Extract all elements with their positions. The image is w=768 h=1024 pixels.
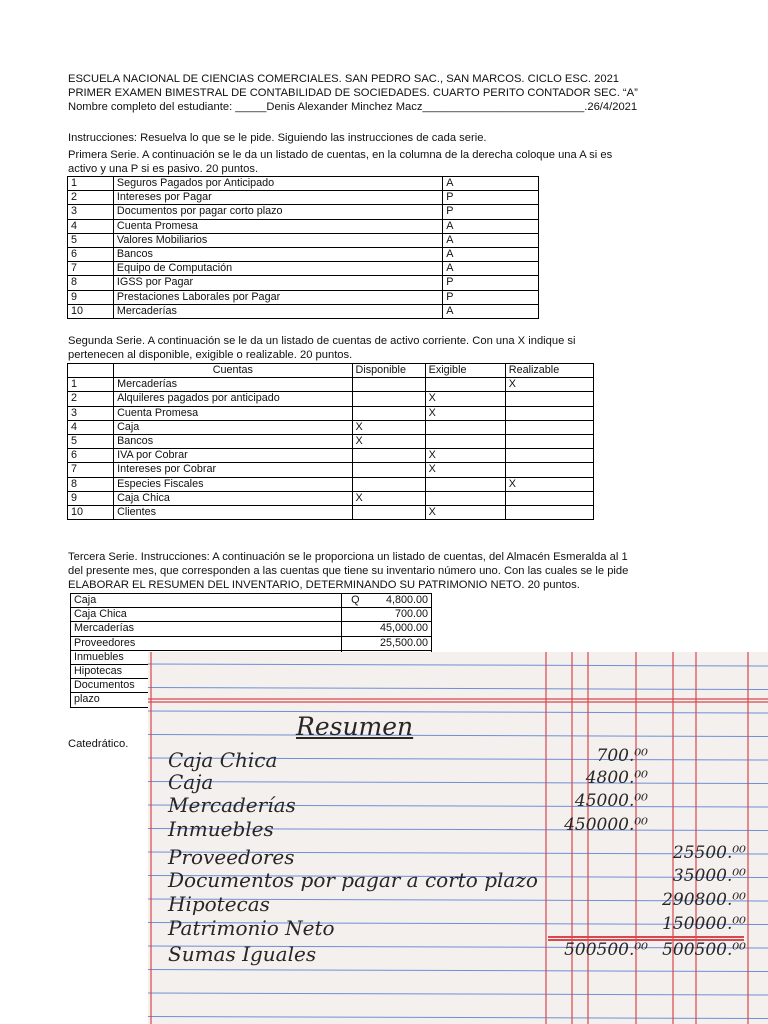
- row-number: 7: [68, 262, 114, 276]
- disponible-mark: X: [352, 434, 425, 448]
- handwritten-debit: 45000.⁰⁰: [574, 791, 648, 811]
- handwritten-account: Inmuebles: [168, 817, 274, 841]
- serie3-row: [71, 636, 432, 650]
- disponible-mark: [352, 477, 425, 491]
- notebook-blue-rule: [148, 711, 768, 713]
- serie1-row: [68, 219, 539, 233]
- notebook-blue-rule: [148, 1017, 768, 1019]
- account-name: Mercaderías: [71, 622, 342, 636]
- handwritten-credit: 35000.⁰⁰: [672, 866, 746, 886]
- handwritten-debit: 4800.⁰⁰: [585, 768, 648, 788]
- handwritten-title: Resumen: [296, 712, 414, 741]
- serie2-row: [68, 491, 594, 505]
- serie1-table: [67, 176, 539, 319]
- account-name: IGSS por Pagar: [113, 276, 442, 290]
- row-number: 8: [68, 276, 114, 290]
- row-number: 10: [68, 505, 114, 519]
- serie2-row: [68, 420, 594, 434]
- serie2-row: [68, 434, 594, 448]
- account-name: Mercaderías: [113, 304, 442, 318]
- general-instructions: Instrucciones: Resuelva lo que se le pide. Siguiendo las instrucciones de cada serie.: [68, 132, 487, 144]
- account-name: Caja Chica: [71, 608, 342, 622]
- serie2-row: [68, 449, 594, 463]
- notebook-blue-rule: [148, 993, 768, 995]
- account-name: Proveedores: [71, 636, 342, 650]
- serie3-intro-2: del presente mes, que corresponden a las cuentas que tiene su inventario número uno. Con las cuales se le pide: [68, 565, 629, 577]
- row-number: 10: [68, 304, 114, 318]
- amount: 4,800.00: [385, 594, 428, 606]
- row-number: 4: [68, 219, 114, 233]
- serie1-intro-1: Primera Serie. A continuación se le da un listado de cuentas, en la columna de la derecha coloque una A si es: [68, 149, 613, 161]
- disponible-mark: X: [352, 491, 425, 505]
- serie2-header-disponible: Disponible: [352, 364, 425, 378]
- row-number: 4: [68, 420, 114, 434]
- account-type: A: [443, 304, 539, 318]
- account-value: [342, 608, 432, 622]
- serie2-row: [68, 505, 594, 519]
- account-name: Seguros Pagados por Anticipado: [113, 177, 442, 191]
- realizable-mark: [505, 392, 593, 406]
- handwritten-account: Sumas Iguales: [168, 942, 317, 966]
- account-name: Documentos: [71, 679, 342, 693]
- row-number: 3: [68, 205, 114, 219]
- account-name: Intereses por Pagar: [113, 191, 442, 205]
- account-type: P: [443, 290, 539, 304]
- realizable-mark: X: [505, 378, 593, 392]
- serie1-intro-2: activo y una P si es pasivo. 20 puntos.: [68, 163, 259, 175]
- account-name: Caja: [114, 420, 352, 434]
- notebook-blue-rule: [148, 735, 768, 737]
- account-name: Especies Fiscales: [114, 477, 352, 491]
- serie2-row: [68, 392, 594, 406]
- serie1-row: [68, 233, 539, 247]
- serie2-row: [68, 406, 594, 420]
- amount: 25,500.00: [379, 636, 428, 649]
- realizable-mark: [505, 420, 593, 434]
- exigible-mark: [425, 420, 505, 434]
- account-name: Intereses por Cobrar: [114, 463, 352, 477]
- serie1-row: [68, 304, 539, 318]
- serie1-row: [68, 191, 539, 205]
- serie3-row: [71, 594, 432, 608]
- row-number: 8: [68, 477, 114, 491]
- exigible-mark: X: [425, 392, 505, 406]
- account-name: Bancos: [113, 247, 442, 261]
- account-name: Bancos: [114, 434, 352, 448]
- handwritten-credit: 150000.⁰⁰: [662, 914, 746, 934]
- serie2-table: [67, 363, 594, 520]
- serie2-intro-1: Segunda Serie. A continuación se le da un listado de cuentas de activo corriente. Con una X indique si: [68, 335, 576, 347]
- disponible-mark: [352, 449, 425, 463]
- realizable-mark: [505, 505, 593, 519]
- serie1-row: [68, 247, 539, 261]
- account-type: P: [443, 276, 539, 290]
- serie3-intro-3: ELABORAR EL RESUMEN DEL INVENTARIO, DETERMINANDO SU PATRIMONIO NETO. 20 puntos.: [68, 579, 580, 591]
- row-number: 1: [68, 177, 114, 191]
- serie3-row: [71, 608, 432, 622]
- handwritten-credit: 500500.⁰⁰: [662, 940, 746, 960]
- handwritten-summary-photo: [148, 652, 768, 1024]
- handwritten-account: Caja: [168, 770, 214, 794]
- handwritten-account: Patrimonio Neto: [168, 916, 335, 940]
- exigible-mark: X: [425, 505, 505, 519]
- row-number: 7: [68, 463, 114, 477]
- disponible-mark: [352, 392, 425, 406]
- serie2-intro-2: pertenecen al disponible, exigible o realizable. 20 puntos.: [68, 349, 353, 361]
- row-number: 6: [68, 449, 114, 463]
- account-value: [342, 636, 432, 650]
- exigible-mark: [425, 434, 505, 448]
- row-number: 2: [68, 191, 114, 205]
- currency-symbol: Q: [351, 594, 360, 606]
- row-number: 6: [68, 247, 114, 261]
- serie1-row: [68, 177, 539, 191]
- notebook-blue-rule: [148, 664, 768, 666]
- row-number: 3: [68, 406, 114, 420]
- handwritten-credit: 290800.⁰⁰: [662, 890, 746, 910]
- exigible-mark: X: [425, 463, 505, 477]
- account-type: P: [443, 191, 539, 205]
- serie2-row: [68, 477, 594, 491]
- account-name: Prestaciones Laborales por Pagar: [113, 290, 442, 304]
- realizable-mark: X: [505, 477, 593, 491]
- realizable-mark: [505, 449, 593, 463]
- disponible-mark: [352, 406, 425, 420]
- exigible-mark: X: [425, 406, 505, 420]
- serie2-row: [68, 378, 594, 392]
- handwritten-debit: 500500.⁰⁰: [564, 940, 648, 960]
- exigible-mark: [425, 491, 505, 505]
- account-name: Alquileres pagados por anticipado: [114, 392, 352, 406]
- notebook-blue-rule: [148, 782, 768, 784]
- account-name: IVA por Cobrar: [114, 449, 352, 463]
- exigible-mark: X: [425, 449, 505, 463]
- handwritten-account: Hipotecas: [168, 892, 270, 916]
- disponible-mark: [352, 378, 425, 392]
- serie1-row: [68, 205, 539, 219]
- account-name: Cuenta Promesa: [113, 219, 442, 233]
- notebook-blue-rule: [148, 688, 768, 690]
- realizable-mark: [505, 434, 593, 448]
- account-type: A: [443, 262, 539, 276]
- serie2-header-exigible: Exigible: [425, 364, 505, 378]
- notebook-blue-rule: [148, 970, 768, 972]
- account-type: A: [443, 233, 539, 247]
- account-type: A: [443, 219, 539, 233]
- exigible-mark: [425, 378, 505, 392]
- account-name: Valores Mobiliarios: [113, 233, 442, 247]
- account-type: A: [443, 247, 539, 261]
- row-number: 1: [68, 378, 114, 392]
- exam-title: PRIMER EXAMEN BIMESTRAL DE CONTABILIDAD DE SOCIEDADES. CUARTO PERITO CONTADOR SEC. “A”: [68, 87, 638, 99]
- handwritten-account: Caja Chica: [168, 748, 278, 772]
- serie3-row: [71, 622, 432, 636]
- handwritten-account: Documentos por pagar a corto plazo: [168, 868, 538, 892]
- serie3-intro-1: Tercera Serie. Instrucciones: A continuación se le proporciona un listado de cuentas, del Almacén Esmeralda al 1: [68, 551, 628, 563]
- handwritten-debit: 450000.⁰⁰: [564, 815, 648, 835]
- account-type: A: [443, 177, 539, 191]
- serie2-header-cuentas: Cuentas: [114, 364, 352, 378]
- account-name: Clientes: [114, 505, 352, 519]
- disponible-mark: X: [352, 420, 425, 434]
- account-type: P: [443, 205, 539, 219]
- realizable-mark: [505, 463, 593, 477]
- account-name: Cuenta Promesa: [114, 406, 352, 420]
- row-number: 5: [68, 434, 114, 448]
- serie2-header-blank: [68, 364, 114, 378]
- disponible-mark: [352, 505, 425, 519]
- amount: 45,000.00: [379, 622, 428, 635]
- account-name: Caja: [71, 594, 342, 608]
- account-name: Mercaderías: [114, 378, 352, 392]
- account-name: Equipo de Computación: [113, 262, 442, 276]
- amount: 700.00: [394, 608, 428, 621]
- catedratico-label: Catedrático.: [68, 738, 129, 750]
- handwritten-debit: 700.⁰⁰: [596, 746, 648, 766]
- row-number: 9: [68, 290, 114, 304]
- row-number: 2: [68, 392, 114, 406]
- account-value: [342, 594, 432, 608]
- serie2-header-realizable: Realizable: [505, 364, 593, 378]
- student-name-line: Nombre completo del estudiante: _____Denis Alexander Minchez Macz__________________________.26/4/2021: [68, 101, 638, 113]
- row-number: 9: [68, 491, 114, 505]
- account-name: plazo: [71, 693, 342, 707]
- handwritten-credit: 25500.⁰⁰: [672, 843, 746, 863]
- account-value: [342, 622, 432, 636]
- serie1-row: [68, 276, 539, 290]
- handwritten-account: Mercaderías: [168, 793, 296, 817]
- row-number: 5: [68, 233, 114, 247]
- account-name: Hipotecas: [71, 664, 342, 678]
- account-name: Inmuebles: [71, 650, 342, 664]
- account-name: Documentos por pagar corto plazo: [113, 205, 442, 219]
- realizable-mark: [505, 406, 593, 420]
- serie1-row: [68, 290, 539, 304]
- serie2-row: [68, 463, 594, 477]
- serie1-row: [68, 262, 539, 276]
- handwritten-account: Proveedores: [168, 845, 295, 869]
- account-name: Caja Chica: [114, 491, 352, 505]
- exigible-mark: [425, 477, 505, 491]
- disponible-mark: [352, 463, 425, 477]
- realizable-mark: [505, 491, 593, 505]
- school-header: ESCUELA NACIONAL DE CIENCIAS COMERCIALES. SAN PEDRO SAC., SAN MARCOS. CICLO ESC. 2021: [68, 73, 620, 85]
